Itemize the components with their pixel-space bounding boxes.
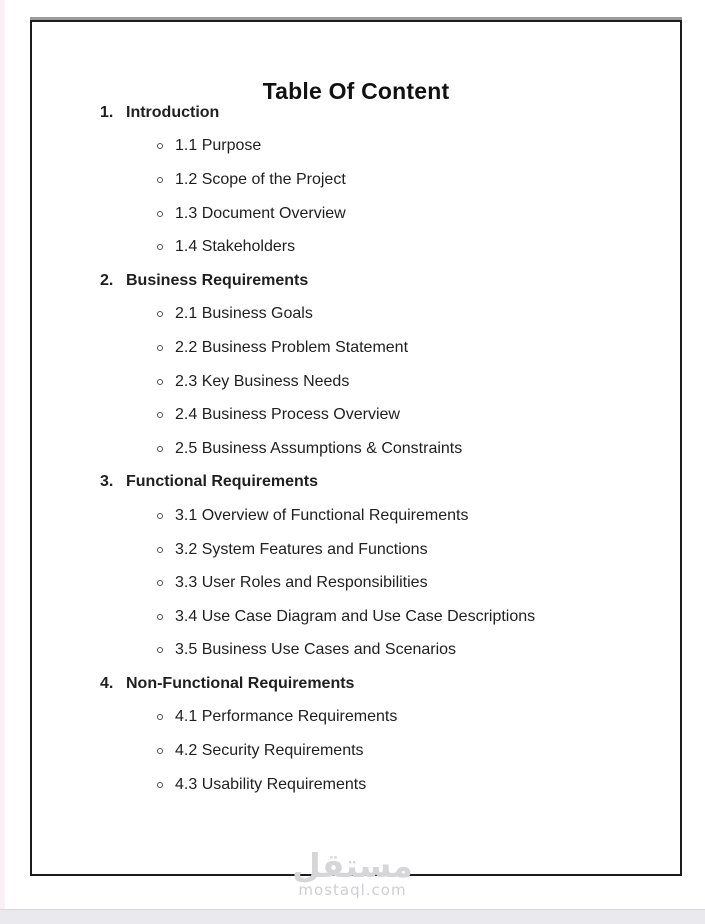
section-label: Functional Requirements <box>126 473 319 491</box>
toc-section-heading <box>32 667 680 701</box>
mostaql-logo: مستقل <box>292 846 413 885</box>
toc-item-label: 1.2 Scope of the Project <box>175 170 346 188</box>
toc-item <box>32 701 680 735</box>
circle-bullet-icon <box>157 748 163 754</box>
toc-section-heading <box>32 96 680 130</box>
circle-bullet-icon <box>157 782 163 788</box>
circle-bullet-icon <box>157 211 163 217</box>
toc-item <box>32 634 680 668</box>
circle-bullet-icon <box>157 446 163 452</box>
toc-section-heading <box>32 264 680 298</box>
toc-item <box>32 533 680 567</box>
toc-item <box>32 600 680 634</box>
toc-item-label: 1.3 Document Overview <box>175 204 346 222</box>
circle-bullet-icon <box>157 244 163 250</box>
toc-item-label: 4.1 Performance Requirements <box>175 708 398 726</box>
toc-item <box>32 432 680 466</box>
section-number: 1. <box>100 103 114 121</box>
toc-item-label: 3.1 Overview of Functional Requirements <box>175 506 469 524</box>
toc-item <box>32 398 680 432</box>
toc-item <box>32 197 680 231</box>
circle-bullet-icon <box>157 412 163 418</box>
circle-bullet-icon <box>157 614 163 620</box>
section-label: Business Requirements <box>126 271 309 289</box>
circle-bullet-icon <box>157 345 163 351</box>
toc-item <box>32 298 680 332</box>
toc-section-heading <box>32 466 680 500</box>
page-title: Table Of Content <box>262 78 450 104</box>
toc-item <box>32 365 680 399</box>
toc-item <box>32 499 680 533</box>
section-number: 4. <box>100 674 114 692</box>
toc-item-label: 3.3 User Roles and Responsibilities <box>175 574 428 592</box>
toc-item-label: 3.4 Use Case Diagram and Use Case Descriptions <box>175 607 536 625</box>
left-edge-strip <box>0 0 5 923</box>
watermark-site-label: mostaql.com <box>298 880 407 899</box>
circle-bullet-icon <box>157 311 163 317</box>
circle-bullet-icon <box>157 647 163 653</box>
section-number: 2. <box>100 271 114 289</box>
toc-list <box>32 96 680 801</box>
toc-item-label: 1.4 Stakeholders <box>175 238 296 256</box>
toc-item <box>32 734 680 768</box>
section-label: Non-Functional Requirements <box>126 674 355 692</box>
toc-item <box>32 163 680 197</box>
toc-item-label: 4.3 Usability Requirements <box>175 775 367 793</box>
toc-item <box>32 566 680 600</box>
toc-item-label: 2.4 Business Process Overview <box>175 406 400 424</box>
toc-item-label: 2.1 Business Goals <box>175 305 313 323</box>
toc-item <box>32 130 680 164</box>
toc-item <box>32 331 680 365</box>
toc-item <box>32 230 680 264</box>
toc-item-label: 2.3 Key Business Needs <box>175 372 350 390</box>
toc-item <box>32 768 680 802</box>
bottom-strip <box>0 909 705 924</box>
circle-bullet-icon <box>157 177 163 183</box>
circle-bullet-icon <box>157 714 163 720</box>
circle-bullet-icon <box>157 143 163 149</box>
circle-bullet-icon <box>157 513 163 519</box>
toc-item-label: 3.2 System Features and Functions <box>175 540 428 558</box>
circle-bullet-icon <box>157 379 163 385</box>
section-number: 3. <box>100 473 114 491</box>
circle-bullet-icon <box>157 547 163 553</box>
toc-item-label: 1.1 Purpose <box>175 137 262 155</box>
toc-item-label: 4.2 Security Requirements <box>175 742 364 760</box>
toc-item-label: 2.2 Business Problem Statement <box>175 338 409 356</box>
toc-item-label: 3.5 Business Use Cases and Scenarios <box>175 641 457 659</box>
circle-bullet-icon <box>157 580 163 586</box>
document-page <box>30 20 682 876</box>
section-label: Introduction <box>126 103 220 121</box>
toc-item-label: 2.5 Business Assumptions & Constraints <box>175 439 463 457</box>
